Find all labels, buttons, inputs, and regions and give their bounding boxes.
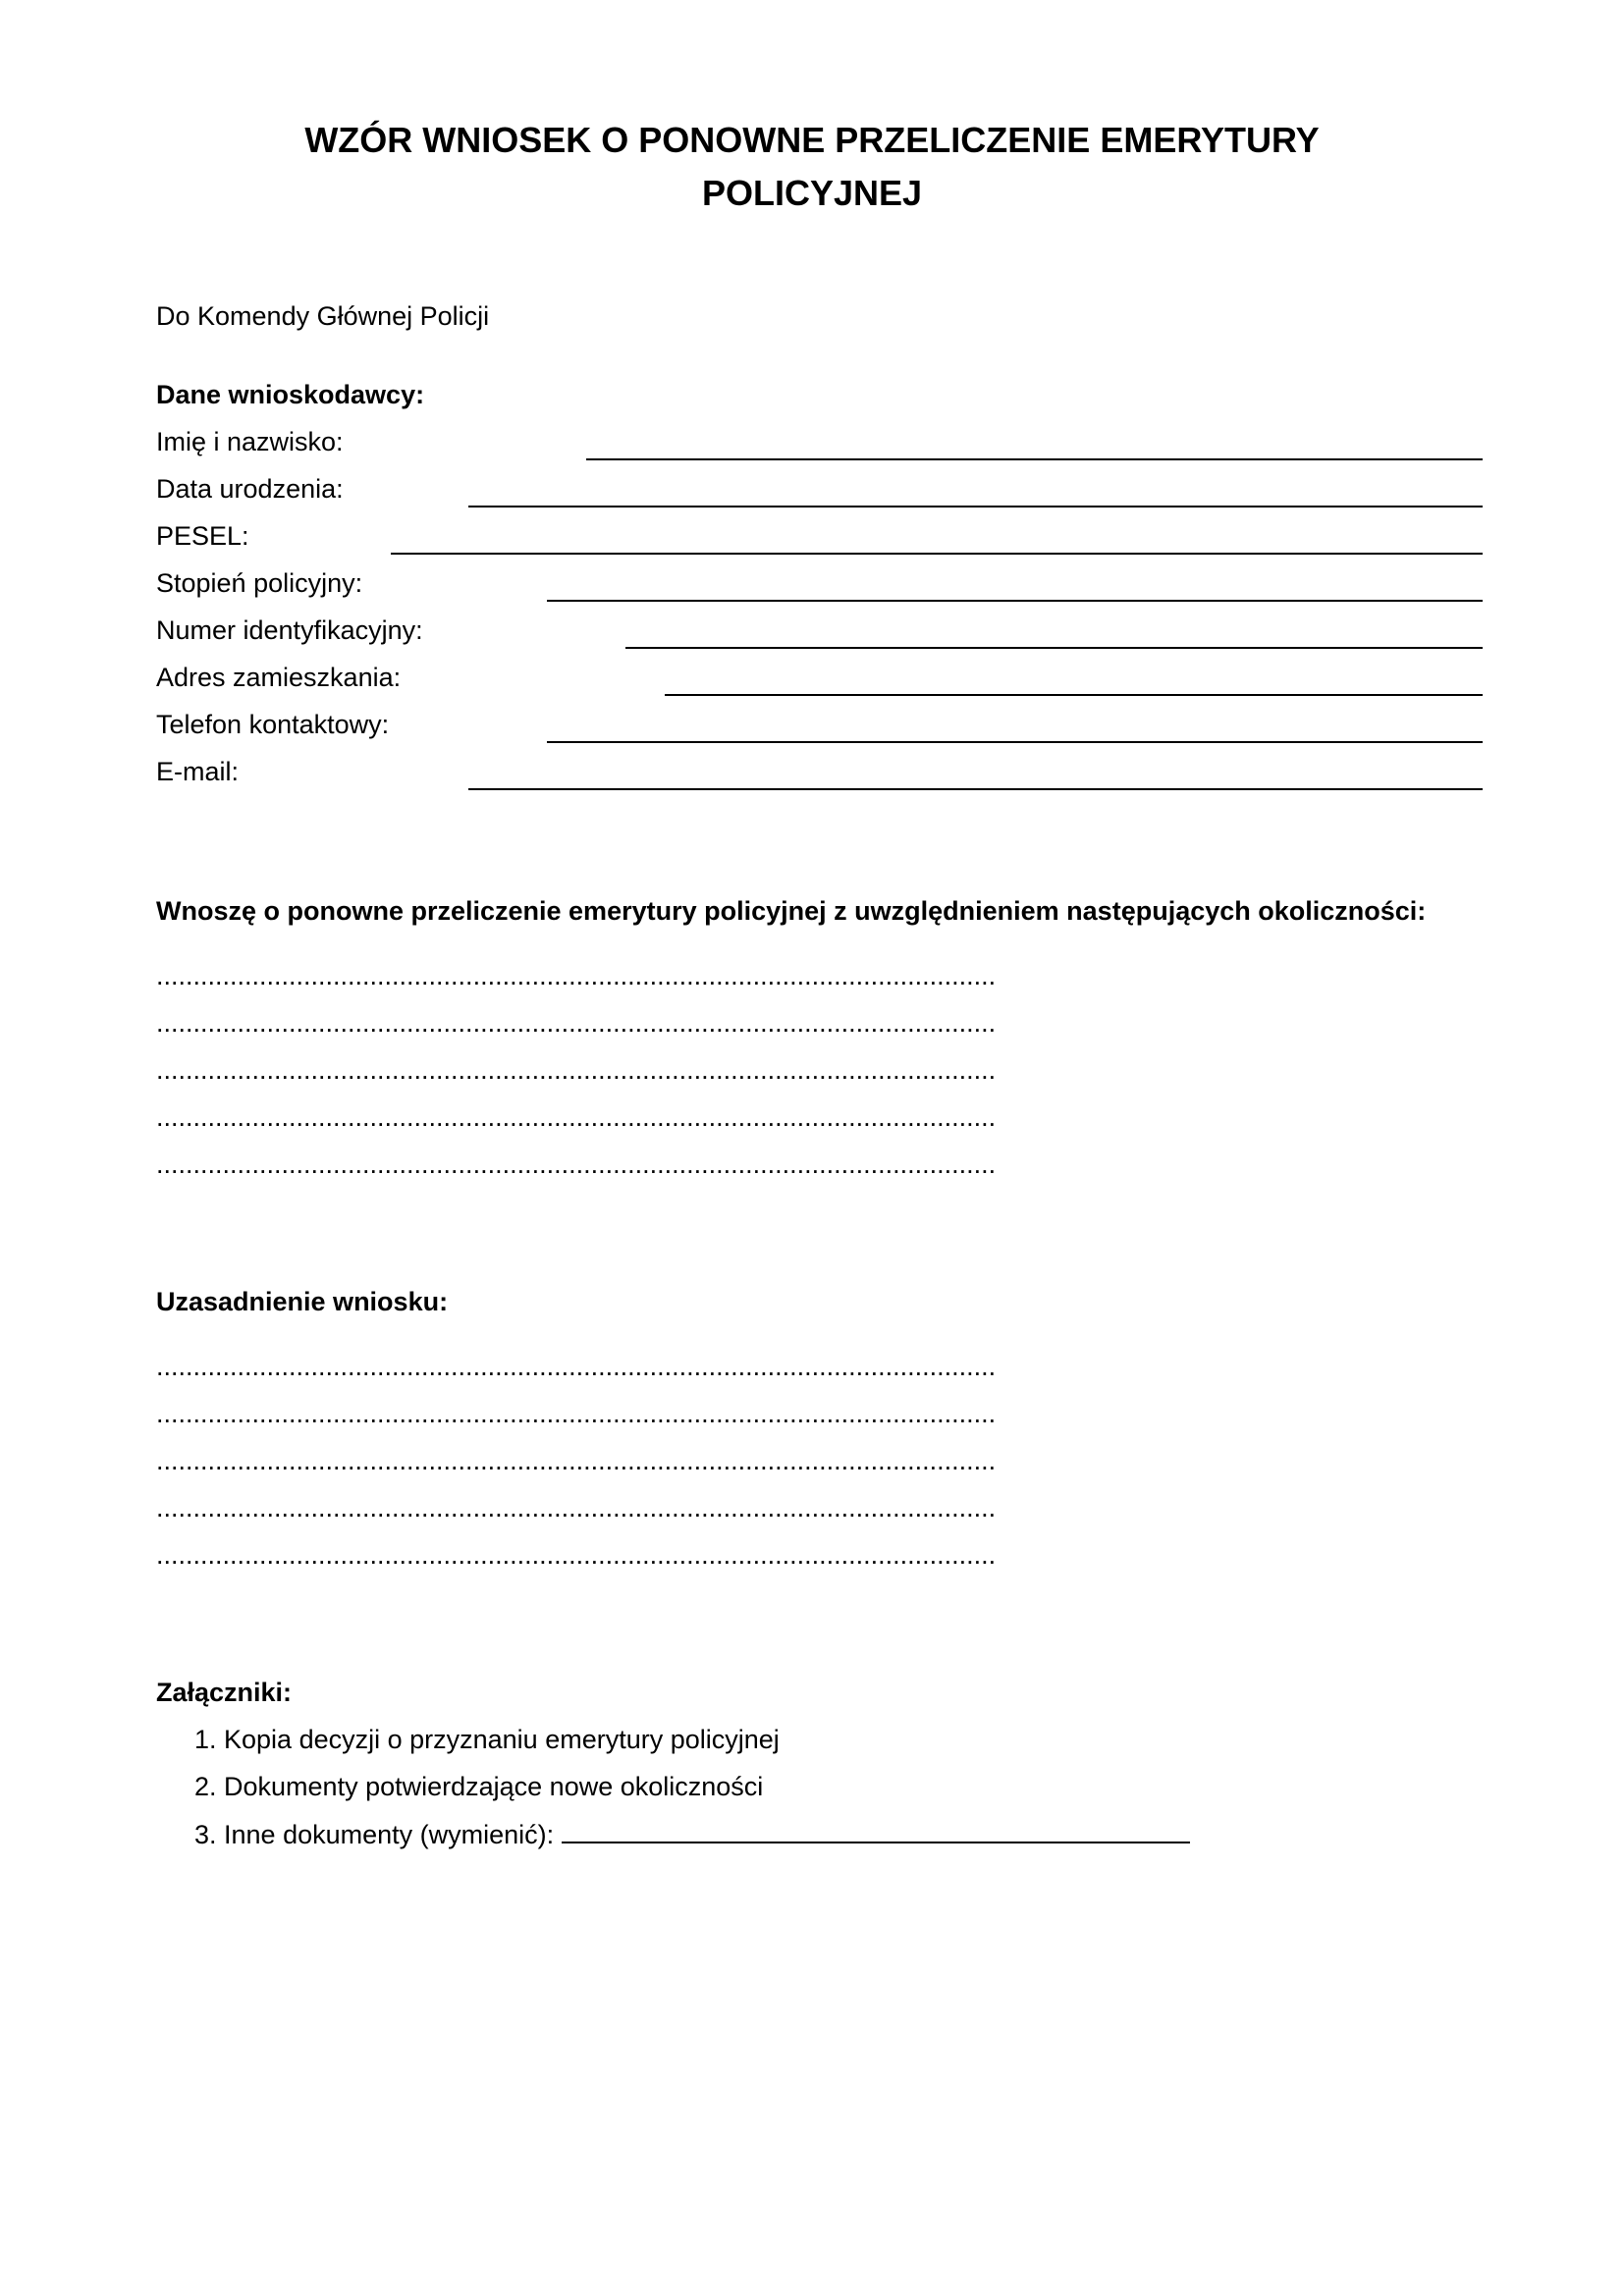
title-line-1: WZÓR WNIOSEK O PONOWNE PRZELICZENIE EMERYTURY	[304, 120, 1320, 160]
applicant-heading: Dane wnioskodawcy:	[156, 380, 425, 409]
field-input-email[interactable]	[468, 788, 1483, 790]
attachment-item-3-label: 3. Inne dokumenty (wymienić):	[194, 1820, 555, 1849]
field-input-pesel[interactable]	[391, 553, 1483, 555]
field-input-name[interactable]	[586, 458, 1483, 460]
field-input-id-number[interactable]	[625, 647, 1483, 649]
request-line-3[interactable]: ..................................................................................................................	[156, 1055, 997, 1085]
attachment-other-input[interactable]	[562, 1818, 1190, 1843]
attachment-item-1: 1. Kopia decyzji o przyznaniu emerytury policyjnej	[194, 1725, 780, 1754]
addressee: Do Komendy Głównej Policji	[156, 301, 490, 331]
field-input-rank[interactable]	[547, 600, 1483, 602]
justification-heading: Uzasadnienie wniosku:	[156, 1287, 449, 1316]
field-label-pesel: PESEL:	[156, 521, 249, 551]
field-label-name: Imię i nazwisko:	[156, 427, 344, 456]
field-label-rank: Stopień policyjny:	[156, 568, 363, 598]
attachments-heading: Załączniki:	[156, 1678, 293, 1707]
request-heading: Wnoszę o ponowne przeliczenie emerytury policyjnej z uwzględnieniem następujących okoliczności:	[156, 896, 1427, 926]
field-label-id-number: Numer identyfikacyjny:	[156, 615, 423, 645]
title-line-2: POLICYJNEJ	[701, 173, 923, 213]
request-line-5[interactable]: ..................................................................................................................	[156, 1149, 997, 1179]
justification-line-5[interactable]: ..................................................................................................................	[156, 1540, 997, 1570]
document-title	[157, 114, 1467, 220]
attachment-item-2: 2. Dokumenty potwierdzające nowe okoliczności	[194, 1772, 764, 1801]
field-label-address: Adres zamieszkania:	[156, 663, 402, 692]
attachment-item-3	[194, 1818, 1190, 1850]
field-label-birth-date: Data urodzenia:	[156, 474, 344, 504]
justification-line-3[interactable]: ..................................................................................................................	[156, 1446, 997, 1475]
field-input-birth-date[interactable]	[468, 506, 1483, 507]
justification-line-2[interactable]: ..................................................................................................................	[156, 1399, 997, 1428]
request-line-1[interactable]: ..................................................................................................................	[156, 961, 997, 990]
field-label-phone: Telefon kontaktowy:	[156, 710, 390, 739]
request-line-2[interactable]: ..................................................................................................................	[156, 1008, 997, 1038]
field-input-address[interactable]	[665, 694, 1483, 696]
field-input-phone[interactable]	[547, 741, 1483, 743]
justification-line-4[interactable]: ..................................................................................................................	[156, 1493, 997, 1522]
field-label-email: E-mail:	[156, 757, 240, 786]
request-line-4[interactable]: ..................................................................................................................	[156, 1102, 997, 1132]
justification-line-1[interactable]: ..................................................................................................................	[156, 1352, 997, 1381]
